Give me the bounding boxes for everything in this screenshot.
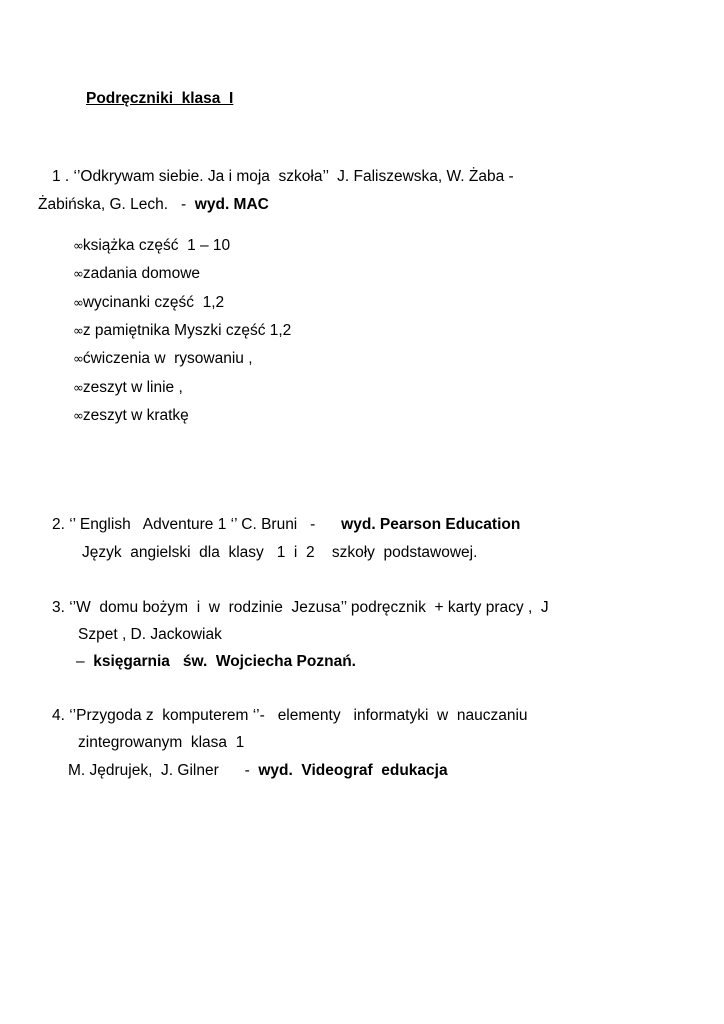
book1-authors: Żabińska, G. Lech. - [38,196,195,213]
book4-line1: 4. ‘’Przygoda z komputerem ‘’- elementy informatyki w nauczaniu [52,707,528,724]
infinity-bullet-icon: ∞ [73,267,83,282]
infinity-bullet-icon: ∞ [73,296,83,311]
page-title: Podręczniki klasa I [86,90,234,107]
book3-line3 [76,652,356,672]
book1-publisher: wyd. MAC [194,196,269,213]
infinity-bullet-icon: ∞ [73,409,83,424]
book3-dash: – [76,653,94,670]
book2-line1 [52,515,520,535]
book1-item-label: ćwiczenia w rysowaniu , [82,350,253,367]
book1-item-label: książka część 1 – 10 [82,237,231,254]
book1-item [73,293,224,314]
book3-publisher: księgarnia św. Wojciecha Poznań. [93,653,356,670]
book1-item-label: zeszyt w kratkę [82,407,189,424]
book3-line1: 3. ‘’W domu bożym i w rodzinie Jezusa’’ podręcznik + karty pracy , J [52,599,549,616]
book1-item-label: wycinanki część 1,2 [82,294,225,311]
book1-item [73,321,291,342]
book1-item [73,264,200,285]
book1-item-label: zadania domowe [82,265,201,282]
book1-item [73,406,189,427]
book1-item [73,236,230,257]
book4-line3 [68,761,448,781]
infinity-bullet-icon: ∞ [73,381,83,396]
infinity-bullet-icon: ∞ [73,324,83,339]
book4-authors: M. Jędrujek, J. Gilner - [68,762,259,779]
infinity-bullet-icon: ∞ [73,239,83,254]
book2-line2: Język angielski dla klasy 1 i 2 szkoły podstawowej. [82,544,478,561]
book2-title: 2. ‘’ English Adventure 1 ‘’ C. Bruni - [52,516,342,533]
book1-item-label: z pamiętnika Myszki część 1,2 [82,322,292,339]
book1-item-label: zeszyt w linie , [82,379,183,396]
book3-line2: Szpet , D. Jackowiak [78,626,222,643]
book2-publisher: wyd. Pearson Education [341,516,521,533]
book1-item [73,378,183,399]
book1-line1: 1 . ‘’Odkrywam siebie. Ja i moja szkoła’’ J. Faliszewska, W. Żaba - [52,168,514,185]
book1-line2 [38,195,269,215]
book4-line2: zintegrowanym klasa 1 [78,734,245,751]
book4-publisher: wyd. Videograf edukacja [258,762,448,779]
infinity-bullet-icon: ∞ [73,352,83,367]
book1-item [73,349,253,370]
